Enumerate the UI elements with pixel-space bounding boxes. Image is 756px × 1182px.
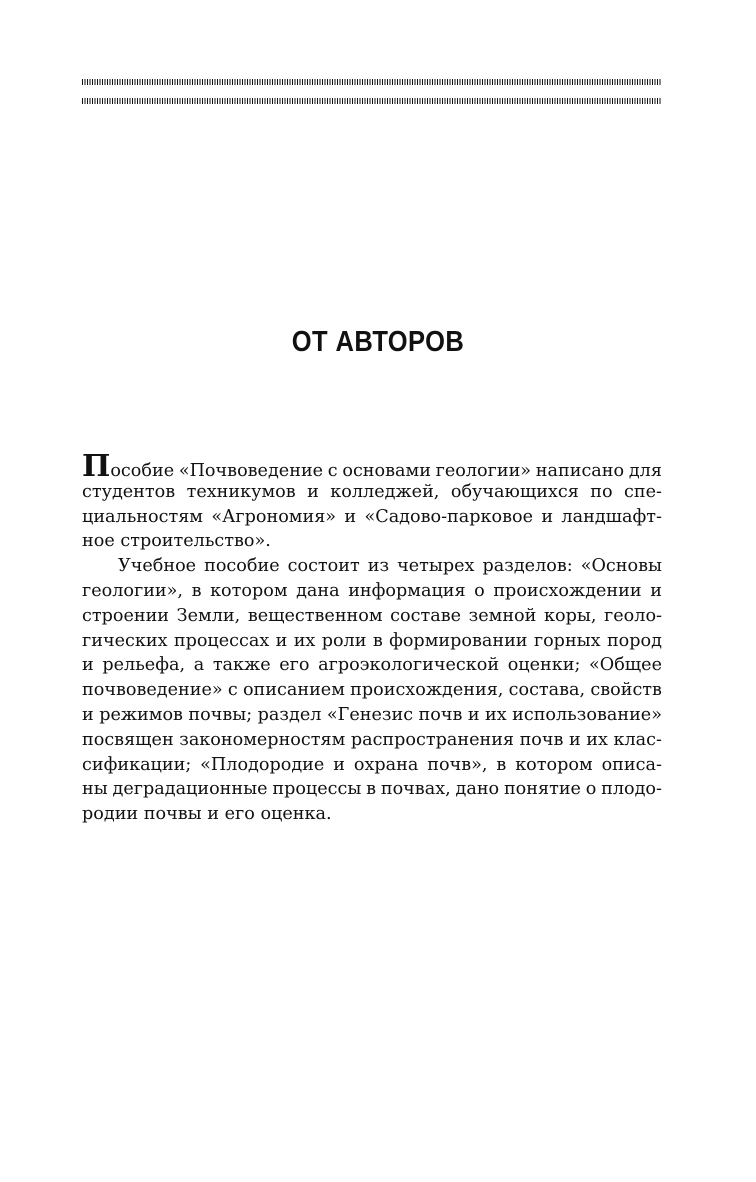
- text-line: родии почвы и его оценка.: [82, 804, 332, 825]
- text-line: ное строительство».: [82, 531, 271, 552]
- drop-cap: П: [82, 449, 111, 484]
- text-line: строении Земли, вещественном составе земной коры, геоло-: [82, 605, 662, 626]
- text-line: студентов техникумов и колледжей, обучающихся по спе-: [82, 481, 662, 502]
- text-line: гических процессах и их роли в формировании горных пород: [82, 630, 662, 651]
- text-line: и режимов почвы; раздел «Генезис почв и их использование»: [82, 704, 662, 725]
- text-line: ны деградационные процессы в почвах, дано понятие о плодо-: [82, 779, 662, 800]
- top-decorative-rule: [82, 79, 662, 85]
- text-line: сификации; «Плодородие и охрана почв», в котором описа-: [82, 754, 662, 775]
- paragraph: [82, 554, 662, 827]
- text-line: Учебное пособие состоит из четырех разделов: «Основы: [118, 556, 662, 577]
- text-line: циальностям «Агрономия» и «Садово-парковое и ландшафт-: [82, 506, 662, 527]
- text-line: и рельефа, а также его агроэкологической оценки; «Общее: [82, 655, 662, 676]
- paragraph: [82, 449, 662, 554]
- text-line: посвящен закономерностям распространения почв и их клас-: [82, 729, 662, 750]
- text-line: почвоведение» с описанием происхождения, состава, свойств: [82, 680, 662, 701]
- page-heading: ОТ АВТОРОВ: [291, 326, 465, 358]
- body-text: [82, 449, 662, 827]
- text-line: Пособие «Почвоведение с основами геологии» написано для: [82, 449, 662, 484]
- text-line: геологии», в котором дана информация о происхождении и: [82, 580, 662, 601]
- bottom-decorative-rule: [82, 98, 662, 104]
